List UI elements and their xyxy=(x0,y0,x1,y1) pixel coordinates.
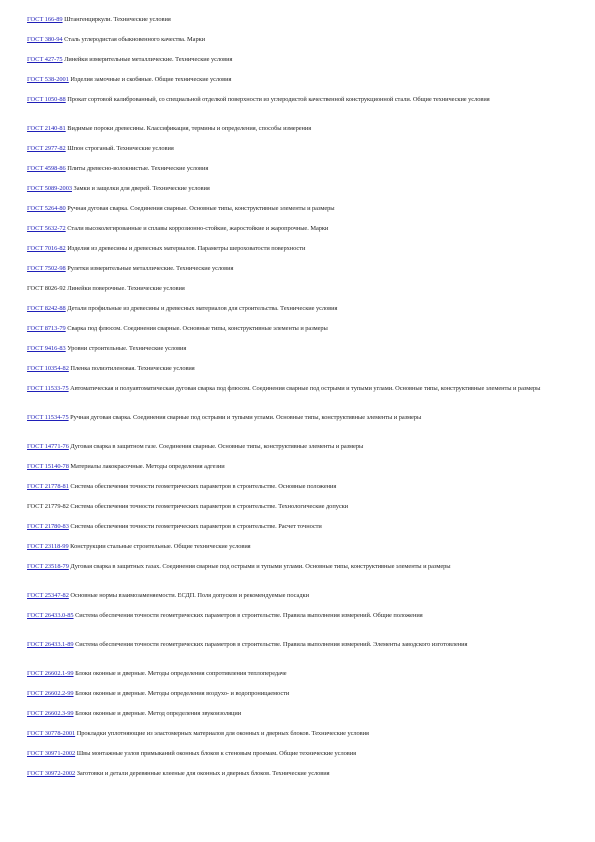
standard-entry xyxy=(27,749,572,759)
standard-entry xyxy=(27,611,572,621)
standard-entry xyxy=(27,502,572,512)
standard-title: Замки и защелки для дверей. Технические условия xyxy=(73,185,210,192)
standard-entry xyxy=(27,15,572,25)
standard-code-link[interactable]: ГОСТ 11533-75 xyxy=(27,385,69,392)
standard-title: Система обеспечения точности геометрических параметров в строительстве. Основные положения xyxy=(70,483,337,490)
standard-entry xyxy=(27,562,572,572)
standard-title: Уровни строительные. Технические условия xyxy=(67,345,187,352)
standard-title: Основные нормы взаимозаменяемости. ЕСДП. Поля допусков и рекомендуемые посадки xyxy=(70,592,309,599)
standard-entry xyxy=(27,244,572,254)
standard-code-link[interactable]: ГОСТ 23518-79 xyxy=(27,563,69,570)
standard-title: Ручная дуговая сварка. Соединения сварные. Основные типы, конструктивные элементы и размеры xyxy=(67,205,335,212)
standard-title: Видимые пороки древесины. Классификация, термины и определения, способы измерения xyxy=(67,125,312,132)
standard-entry xyxy=(27,144,572,154)
standard-code-link[interactable]: ГОСТ 5632-72 xyxy=(27,225,66,232)
standard-entry xyxy=(27,204,572,214)
standard-title: Шпон строганый. Технические условия xyxy=(67,145,174,152)
standard-code-link[interactable]: ГОСТ 26433.1-89 xyxy=(27,641,74,648)
standard-title: Прокладки уплотняющие из эластомерных материалов для оконных и дверных блоков. Технические условия xyxy=(76,730,369,737)
standard-code-link[interactable]: ГОСТ 8242-88 xyxy=(27,305,66,312)
standard-title: Стали высоколегированные и сплавы коррозионно-стойкие, жаростойкие и жаропрочные. Марки xyxy=(67,225,329,232)
standard-code-link[interactable]: ГОСТ 26602.2-99 xyxy=(27,690,74,697)
standard-entry xyxy=(27,95,572,105)
standard-code-link[interactable]: ГОСТ 4598-86 xyxy=(27,165,66,172)
standard-title: Линейки поверочные. Технические условия xyxy=(67,285,185,292)
standard-code-link[interactable]: ГОСТ 30972-2002 xyxy=(27,770,76,777)
standard-code: ГОСТ 21779-82 xyxy=(27,503,69,510)
standard-entry xyxy=(27,264,572,274)
standard-entry xyxy=(27,640,572,650)
standard-entry xyxy=(27,709,572,719)
standard-title: Заготовки и детали деревянные клееные для оконных и дверных блоков. Технические условия xyxy=(76,770,330,777)
standard-code-link[interactable]: ГОСТ 9416-83 xyxy=(27,345,66,352)
standard-code-link[interactable]: ГОСТ 30778-2001 xyxy=(27,730,76,737)
standard-title: Блоки оконные и дверные. Метод определения звукоизоляции xyxy=(75,710,242,717)
standard-title: Блоки оконные и дверные. Методы определения воздухо- и водопроницаемости xyxy=(75,690,290,697)
standard-code-link[interactable]: ГОСТ 10354-82 xyxy=(27,365,69,372)
standard-entry xyxy=(27,669,572,679)
standard-entry xyxy=(27,442,572,452)
standard-title: Пленка полиэтиленовая. Технические условия xyxy=(70,365,195,372)
standard-title: Рулетки измерительные металлические. Технические условия xyxy=(67,265,234,272)
standard-title: Сталь углеродистая обыкновенного качества. Марки xyxy=(64,36,206,43)
standard-title: Система обеспечения точности геометрических параметров в строительстве. Расчет точности xyxy=(70,523,322,530)
standard-title: Штангенциркули. Технические условия xyxy=(64,16,171,23)
standard-entry xyxy=(27,344,572,354)
standard-code-link[interactable]: ГОСТ 5089-2003 xyxy=(27,185,72,192)
standard-code-link[interactable]: ГОСТ 166-89 xyxy=(27,16,63,23)
standard-title: Система обеспечения точности геометрических параметров в строительстве. Правила выполнения измерений. Элементы заводского изготовления xyxy=(75,641,468,648)
standard-code-link[interactable]: ГОСТ 14771-76 xyxy=(27,443,69,450)
standard-entry xyxy=(27,304,572,314)
standard-code-link[interactable]: ГОСТ 7016-82 xyxy=(27,245,66,252)
standard-title: Изделия из древесины и древесных материалов. Параметры шероховатости поверхности xyxy=(67,245,306,252)
standard-title: Линейки измерительные металлические. Технические условия xyxy=(64,56,233,63)
standard-code-link[interactable]: ГОСТ 11534-75 xyxy=(27,414,69,421)
standard-title: Прокат сортовой калиброванный, со специальной отделкой поверхности из углеродистой качественной конструкционной стали. Общие технические условия xyxy=(67,96,490,103)
standard-entry xyxy=(27,384,572,394)
standard-title: Материалы лакокрасочные. Методы определения адгезии xyxy=(70,463,225,470)
standard-entry xyxy=(27,55,572,65)
standard-title: Дуговая сварка в защитных газах. Соединения сварные под острыми и тупыми углами. Основные типы, конструктивные элементы и размеры xyxy=(70,563,451,570)
standard-code-link[interactable]: ГОСТ 2140-81 xyxy=(27,125,66,132)
standard-code-link[interactable]: ГОСТ 23118-99 xyxy=(27,543,69,550)
standard-entry xyxy=(27,522,572,532)
standard-entry xyxy=(27,364,572,374)
standard-entry xyxy=(27,75,572,85)
standard-code-link[interactable]: ГОСТ 25347-82 xyxy=(27,592,69,599)
standard-title: Дуговая сварка в защитном газе. Соединения сварные. Основные типы, конструктивные элементы и размеры xyxy=(70,443,364,450)
standard-entry xyxy=(27,729,572,739)
standard-title: Конструкции стальные строительные. Общие технические условия xyxy=(70,543,251,550)
standard-code-link[interactable]: ГОСТ 26433.0-85 xyxy=(27,612,74,619)
standard-code-link[interactable]: ГОСТ 30971-2002 xyxy=(27,750,76,757)
standard-title: Система обеспечения точности геометрических параметров в строительстве. Технологические допуски xyxy=(70,503,349,510)
standard-entry xyxy=(27,35,572,45)
standard-code-link[interactable]: ГОСТ 7502-98 xyxy=(27,265,66,272)
standard-title: Швы монтажные узлов примыканий оконных блоков к стеновым проемам. Общие технические условия xyxy=(76,750,356,757)
standard-code-link[interactable]: ГОСТ 380-94 xyxy=(27,36,63,43)
standard-code-link[interactable]: ГОСТ 2977-82 xyxy=(27,145,66,152)
standard-code-link[interactable]: ГОСТ 427-75 xyxy=(27,56,63,63)
standard-entry xyxy=(27,591,572,601)
standard-entry xyxy=(27,324,572,334)
standard-title: Плиты древесно-волокнистые. Технические условия xyxy=(67,165,209,172)
standard-code-link[interactable]: ГОСТ 538-2001 xyxy=(27,76,69,83)
standard-entry xyxy=(27,482,572,492)
standard-entry xyxy=(27,689,572,699)
standard-entry xyxy=(27,284,572,294)
standard-code-link[interactable]: ГОСТ 15140-78 xyxy=(27,463,69,470)
standard-entry xyxy=(27,184,572,194)
standard-code-link[interactable]: ГОСТ 1050-88 xyxy=(27,96,66,103)
standard-title: Автоматическая и полуавтоматическая дуговая сварка под флюсом. Соединения сварные под острыми и тупыми углами. Основные типы, конструктивные элементы и размеры xyxy=(70,385,541,392)
standard-title: Изделия замочные и скобяные. Общие технические условия xyxy=(70,76,232,83)
standard-entry xyxy=(27,462,572,472)
standard-code-link[interactable]: ГОСТ 26602.3-99 xyxy=(27,710,74,717)
standard-code: ГОСТ 8026-92 xyxy=(27,285,66,292)
standard-entry xyxy=(27,124,572,134)
standard-entry xyxy=(27,769,572,779)
standard-entry xyxy=(27,164,572,174)
standard-entry xyxy=(27,542,572,552)
standard-entry xyxy=(27,224,572,234)
standard-entry xyxy=(27,413,572,423)
standard-code-link[interactable]: ГОСТ 21778-81 xyxy=(27,483,69,490)
standard-title: Детали профильные из древесины и древесных материалов для строительства. Технические условия xyxy=(67,305,338,312)
standard-code-link[interactable]: ГОСТ 26602.1-99 xyxy=(27,670,74,677)
standard-title: Ручная дуговая сварка. Соединения сварные под острыми и тупыми углами. Основные типы, конструктивные элементы и размеры xyxy=(70,414,422,421)
standard-title: Блоки оконные и дверные. Методы определения сопротивления теплопередаче xyxy=(75,670,287,677)
standard-code-link[interactable]: ГОСТ 5264-80 xyxy=(27,205,66,212)
standard-title: Сварка под флюсом. Соединения сварные. Основные типы, конструктивные элементы и размеры xyxy=(67,325,328,332)
standard-code-link[interactable]: ГОСТ 8713-79 xyxy=(27,325,66,332)
standard-title: Система обеспечения точности геометрических параметров в строительстве. Правила выполнения измерений. Общие положения xyxy=(75,612,423,619)
standard-code-link[interactable]: ГОСТ 21780-83 xyxy=(27,523,69,530)
